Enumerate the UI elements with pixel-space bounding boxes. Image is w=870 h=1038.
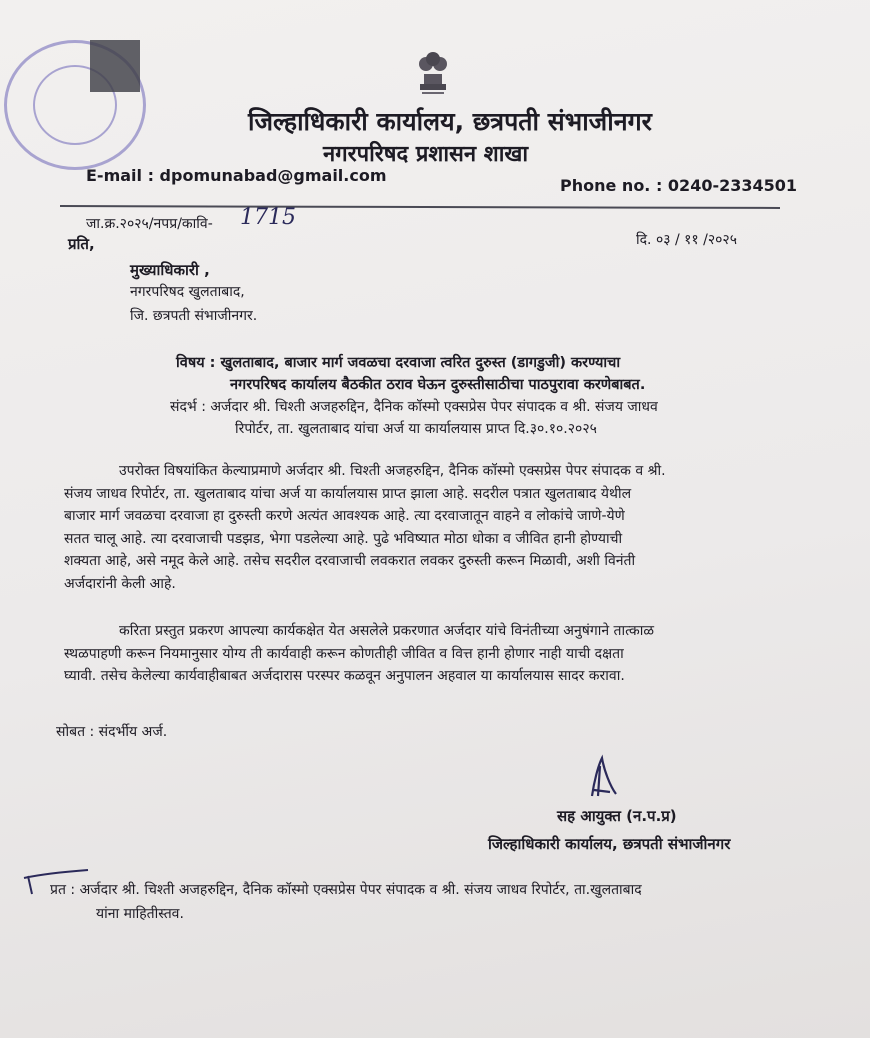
recipient-office: नगरपरिषद खुलताबाद, (130, 284, 245, 300)
enclosure-note: सोबत : संदर्भीय अर्ज. (56, 724, 168, 740)
subject-line-2: नगरपरिषद कार्यालय बैठकीत ठराव घेऊन दुरुस्तीसाठीचा पाठपुरावा करणेबाबत. (230, 377, 646, 393)
paragraph-line: बाजार मार्ग जवळचा दरवाजा हा दुरुस्ती करणे अत्यंत आवश्यक आहे. त्या दरवाजातून वाहने व लोकांचे जाणे-येणे (64, 508, 625, 524)
paragraph-line: सतत चालू आहे. त्या दरवाजाची पडझड, भेगा पडलेल्या आहे. पुढे भविष्यात मोठा धोका व जीवित हानी होण्याची (64, 530, 623, 547)
state-emblem-icon (412, 44, 454, 102)
paragraph-line: अर्जदारांनी केली आहे. (64, 575, 176, 592)
recipient-district: जि. छत्रपती संभाजीनगर. (130, 308, 258, 324)
paragraph-line: शक्यता आहे, असे नमूद केले आहे. तसेच सदरील दरवाजाची लवकरात लवकर दुरुस्ती करून मिळावी, अशी विनंती (64, 553, 636, 569)
body-paragraph-1 (64, 460, 794, 595)
body-paragraph-2 (64, 620, 794, 688)
reference-line-1: संदर्भ : अर्जदार श्री. चिश्ती अजहरुद्दिन, दैनिक कॉस्मो एक्सप्रेस पेपर संपादक व श्री. संजय जाधव (170, 399, 658, 415)
letter-date: दि. ०३ / ११ /२०२५ (636, 232, 737, 248)
to-label: प्रति, (68, 235, 95, 253)
signatory-office: जिल्हाधिकारी कार्यालय, छत्रपती संभाजीनगर (488, 835, 731, 853)
header-divider (60, 205, 780, 209)
office-title: जिल्हाधिकारी कार्यालय, छत्रपती संभाजीनगर (248, 107, 652, 136)
recipient-designation: मुख्याधिकारी , (130, 261, 210, 279)
copy-to-line-1: प्रत : अर्जदार श्री. चिश्ती अजहरुद्दिन, दैनिक कॉस्मो एक्सप्रेस पेपर संपादक व श्री. संजय जाधव रिपोर्टर, ता.खुलताबाद (50, 882, 642, 898)
reference-line-2: रिपोर्टर, ता. खुलताबाद यांचा अर्ज या कार्यालयास प्राप्त दि.३०.१०.२०२५ (235, 421, 597, 437)
phone-line: Phone no. : 0240-2334501 (560, 176, 798, 195)
paragraph-line: स्थळपाहणी करून नियमानुसार योग्य ती कार्यवाही करून कोणतीही जीवित व वित्त हानी होणार नाही याची दक्षता (64, 645, 624, 662)
subject-line-1: विषय : खुलताबाद, बाजार मार्ग जवळचा दरवाजा त्वरित दुरुस्त (डागडुजी) करण्याचा (176, 355, 621, 371)
paragraph-line: उपरोक्त विषयांकित केल्याप्रमाणे अर्जदार श्री. चिश्ती अजहरुद्दिन, दैनिक कॉस्मो एक्सप्रेस पेपर संपादक व श्री. (119, 463, 666, 479)
paragraph-line: घ्यावी. तसेच केलेल्या कार्यवाहीबाबत अर्जदारास परस्पर कळवून अनुपालन अहवाल या कार्यालयास सादर करावा. (64, 668, 625, 684)
paragraph-line: करिता प्रस्तुत प्रकरण आपल्या कार्यकक्षेत येत असलेले प्रकरणात अर्जदार यांचे विनंतीच्या अनुषंगाने तात्काळ (119, 623, 654, 639)
reference-number-label: जा.क्र.२०२५/नपप्र/कावि- (86, 216, 213, 232)
email-line: E-mail : dpomunabad@gmail.com (86, 166, 387, 185)
signature-mark (580, 752, 620, 802)
copy-to-line-2: यांना माहितीस्तव. (96, 906, 184, 922)
seal-overlay-mark (90, 40, 140, 92)
reference-number-handwritten: 1715 (240, 205, 296, 230)
branch-title: नगरपरिषद प्रशासन शाखा (323, 142, 529, 167)
paragraph-line: संजय जाधव रिपोर्टर, ता. खुलताबाद यांचा अर्ज या कार्यालयास प्राप्त झाला आहे. सदरील पत्रात खुलताबाद येथील (64, 485, 632, 502)
signatory-designation: सह आयुक्त (न.प.प्र) (557, 807, 677, 825)
